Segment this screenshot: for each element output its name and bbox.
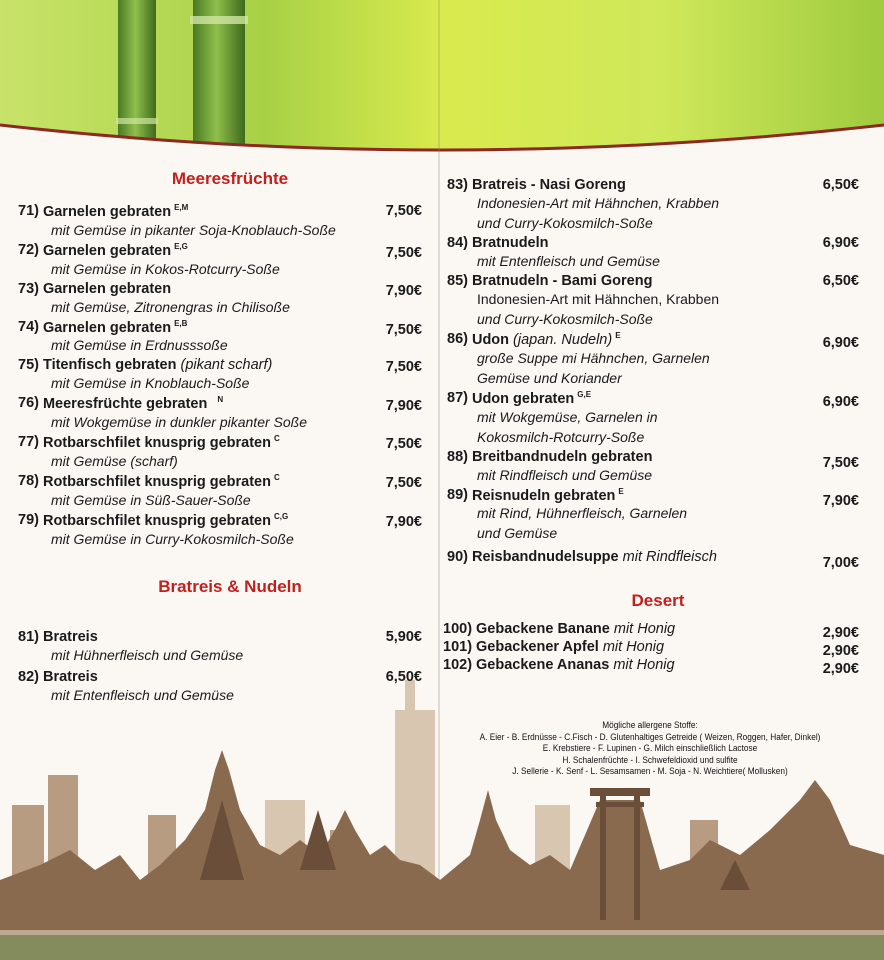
allergen-line: J. Sellerie - K. Senf - L. Sesamsamen - M. Soja - N. Weichtiere( Mollusken) — [512, 766, 788, 776]
menu-item-85 — [447, 273, 859, 329]
item-name: Reisnudeln gebraten $^E$ — [471, 486, 624, 504]
allergen-code: E,G — [174, 241, 188, 251]
item-price: 6,50€ — [822, 273, 859, 289]
item-description: mit Gemüse in Erdnusssoße — [51, 337, 228, 354]
section-title-bratreis: Bratreis & Nudeln — [158, 576, 302, 596]
menu-item-76 — [18, 395, 422, 432]
item-number: 71) — [18, 203, 39, 219]
menu-item-81 — [18, 629, 422, 665]
item-price: 6,90€ — [822, 335, 859, 351]
item-price: 7,50€ — [385, 475, 422, 492]
item-number: 101) — [443, 639, 473, 656]
allergen-title: Mögliche allergene Stoffe: — [602, 720, 698, 730]
item-name: Garnelen gebraten $^{E,M}$ — [42, 203, 189, 220]
item-description: mit Wokgemüse in dunkler pikanter Soße — [51, 414, 307, 431]
item-name: Titenfisch gebraten (pikant scharf) — [42, 357, 273, 374]
item-price: 6,50€ — [385, 668, 422, 685]
menu-item-71 — [18, 203, 422, 240]
item-number: 78) — [18, 473, 39, 490]
item-name: Garnelen gebraten $^{E,B}$ — [42, 318, 188, 336]
item-price: 7,90€ — [385, 282, 422, 299]
item-name: Breitbandnudeln gebraten — [471, 448, 653, 465]
item-number: 85) — [447, 273, 468, 289]
item-number: 79) — [18, 511, 39, 528]
allergen-line: A. Eier - B. Erdnüsse - C.Fisch - D. Glutenhaltiges Getreide ( Weizen, Roggen, Hafer, Dinkel) — [479, 731, 821, 742]
item-price: 7,90€ — [385, 398, 422, 415]
item-name: Garnelen gebraten $^{E,G}$ — [42, 241, 188, 259]
menu-item-100 — [443, 621, 859, 642]
item-number: 89) — [447, 486, 468, 503]
item-name: Bratnudeln - Bami Goreng — [471, 273, 653, 289]
section-title-meeresfruechte: Meeresfrüchte — [171, 169, 289, 188]
item-price: 7,50€ — [385, 203, 422, 219]
menu-item-75 — [18, 357, 422, 393]
item-name: Reisbandnudelsuppe mit Rindfleisch — [471, 549, 717, 566]
menu-item-83 — [447, 177, 859, 233]
item-description: Gemüse und Koriander — [477, 369, 622, 386]
item-number: 72) — [18, 241, 39, 258]
item-note: (japan. Nudeln) — [513, 331, 613, 348]
item-price: 7,00€ — [822, 555, 859, 572]
menu-item-89 — [447, 487, 859, 544]
item-number: 76) — [18, 395, 39, 412]
item-number: 88) — [447, 448, 468, 465]
menu-item-74 — [18, 319, 422, 356]
menu-item-102 — [443, 657, 859, 678]
item-name: Rotbarschfilet knusprig gebraten $^{C,G}$ — [42, 511, 289, 529]
item-number: 90) — [447, 549, 468, 566]
item-number: 75) — [18, 357, 39, 374]
item-number: 73) — [18, 280, 39, 297]
item-name: Bratreis — [42, 628, 98, 645]
item-number: 100) — [443, 621, 473, 638]
item-description: und Gemüse — [477, 525, 558, 542]
item-description: mit Hühnerfleisch und Gemüse — [51, 646, 244, 663]
item-price: 7,90€ — [385, 513, 422, 530]
item-name: Gebackene Ananas mit Honig — [476, 657, 675, 674]
allergen-line: E. Krebstiere - F. Lupinen - G. Milch einschließlich Lactose — [542, 743, 758, 753]
item-price: 7,90€ — [822, 492, 859, 509]
item-description: große Suppe mi Hähnchen, Garnelen — [477, 349, 710, 366]
menu-item-101 — [443, 639, 859, 660]
allergen-code: G,E — [577, 389, 592, 399]
left-column — [18, 165, 422, 705]
item-description: mit Rindfleisch und Gemüse — [477, 466, 653, 483]
item-description: Kokosmilch-Rotcurry-Soße — [477, 428, 645, 445]
item-name: Meeresfrüchte gebraten $^N$ — [42, 395, 224, 413]
allergen-code: E,B — [174, 318, 188, 328]
menu-item-72 — [18, 242, 422, 279]
menu-item-88 — [447, 449, 859, 485]
menu-item-82 — [18, 669, 422, 705]
item-price: 2,90€ — [822, 625, 859, 642]
allergen-code: N — [217, 395, 224, 405]
item-description: und Curry-Kokosmilch-Soße — [477, 311, 653, 327]
item-description: mit Wokgemüse, Garnelen in — [477, 408, 658, 425]
item-name: Gebackener Apfel mit Honig — [476, 639, 665, 656]
item-number: 84) — [447, 235, 468, 251]
item-description: mit Gemüse in Curry-Kokosmilch-Soße — [51, 530, 294, 547]
allergen-code: E — [615, 331, 621, 340]
allergen-legend — [475, 720, 825, 778]
item-number: 87) — [447, 389, 468, 406]
menu-item-78 — [18, 473, 422, 510]
right-column — [443, 177, 859, 678]
item-description: mit Gemüse in Kokos-Rotcurry-Soße — [51, 260, 280, 277]
item-name: Udon gebraten $^{G,E}$ — [471, 389, 592, 407]
item-description: Indonesien-Art mit Hähnchen, Krabben — [477, 291, 720, 307]
item-note: mit Rindfleisch — [622, 549, 717, 566]
item-description: mit Gemüse in Süß-Sauer-Soße — [51, 491, 251, 508]
item-number: 74) — [18, 318, 39, 335]
item-name: Gebackene Banane mit Honig — [476, 621, 676, 638]
item-description: mit Gemüse in Knoblauch-Soße — [51, 375, 250, 392]
allergen-code: E — [618, 486, 624, 496]
item-description: mit Rind, Hühnerfleisch, Garnelen — [477, 505, 688, 522]
item-description: mit Entenfleisch und Gemüse — [477, 253, 660, 269]
allergen-line: H. Schalenfrüchte - I. Schwefeldioxid und sulfite — [562, 754, 738, 765]
allergen-code: E,M — [174, 203, 189, 212]
item-name: Rotbarschfilet knusprig gebraten $^C$ — [42, 473, 280, 490]
item-number: 81) — [18, 628, 39, 645]
item-price: 6,90€ — [822, 235, 859, 251]
item-price: 7,50€ — [822, 454, 859, 471]
item-name: Bratreis — [42, 668, 98, 685]
item-name: Rotbarschfilet knusprig gebraten $^C$ — [42, 434, 280, 452]
menu-item-87 — [447, 390, 859, 447]
item-name: Bratnudeln — [471, 235, 549, 251]
menu-item-77 — [18, 434, 422, 471]
bamboo-banner — [0, 0, 884, 170]
menu-item-90 — [447, 549, 859, 572]
allergen-code: C,G — [273, 511, 289, 521]
item-price: 7,50€ — [385, 321, 422, 338]
menu-item-79 — [18, 512, 422, 549]
item-price: 6,90€ — [822, 393, 859, 410]
item-price: 6,50€ — [822, 177, 859, 193]
item-note: mit Honig — [613, 621, 676, 638]
item-number: 82) — [18, 668, 39, 685]
item-note: mit Honig — [613, 657, 675, 674]
item-price: 7,50€ — [385, 244, 422, 261]
item-description: und Curry-Kokosmilch-Soße — [477, 215, 653, 231]
item-description: Indonesien-Art mit Hähnchen, Krabben — [477, 195, 720, 211]
menu-item-73 — [18, 281, 422, 317]
item-note: (pikant scharf) — [180, 357, 273, 374]
item-description: mit Entenfleisch und Gemüse — [51, 686, 234, 703]
item-name: Bratreis - Nasi Goreng — [471, 177, 626, 193]
allergen-code: C — [273, 434, 280, 444]
menu-item-84 — [447, 235, 859, 271]
item-number: 86) — [447, 331, 468, 347]
allergen-code: C — [273, 473, 280, 483]
item-number: 77) — [18, 434, 39, 451]
item-price: 5,90€ — [385, 628, 422, 645]
item-price: 7,50€ — [385, 359, 422, 376]
item-price: 7,50€ — [385, 436, 422, 453]
item-number: 102) — [443, 657, 473, 674]
item-number: 83) — [447, 177, 468, 193]
item-description: mit Gemüse (scharf) — [51, 453, 178, 470]
section-title-desert: Desert — [631, 591, 685, 611]
item-name: Udon (japan. Nudeln) $^E$ — [471, 331, 621, 348]
item-name: Garnelen gebraten — [42, 280, 172, 297]
item-description: mit Gemüse in pikanter Soja-Knoblauch-Soße — [51, 221, 336, 238]
item-price: 2,90€ — [822, 661, 859, 678]
menu-item-86 — [447, 331, 859, 388]
item-note: mit Honig — [602, 639, 665, 656]
item-price: 2,90€ — [822, 643, 859, 660]
item-description: mit Gemüse, Zitronengras in Chilisoße — [51, 298, 290, 315]
